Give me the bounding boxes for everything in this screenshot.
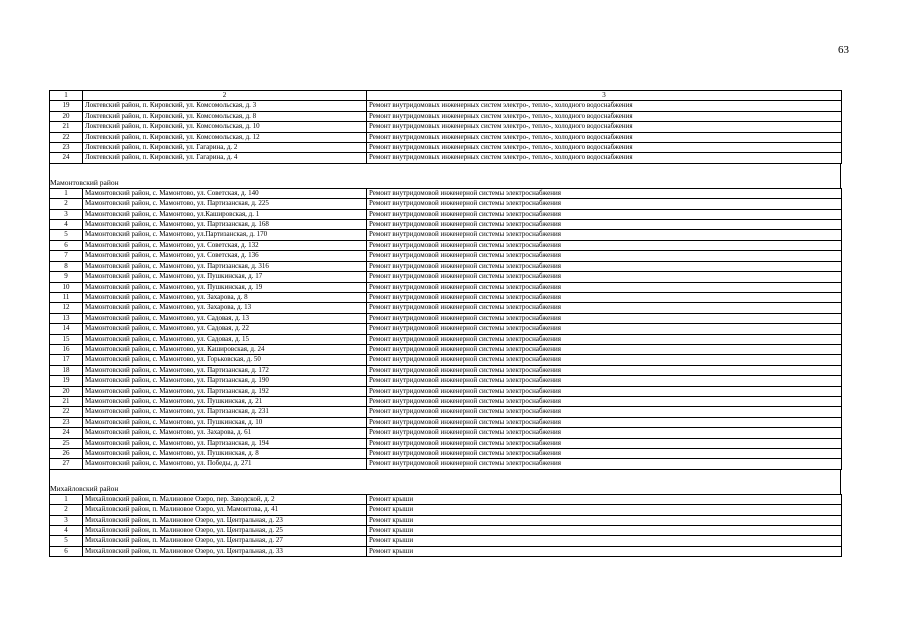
row-number: 20 (50, 386, 83, 396)
row-address: Мамонтовский район, с. Мамонтово, ул. Пушкинская, д. 19 (83, 282, 367, 292)
table-row (50, 515, 842, 525)
row-address: Мамонтовский район, с. Мамонтово, ул. Захарова, д. 8 (83, 292, 367, 302)
row-work-type: Ремонт внутридомовых инженерных систем электро-, тепло-, холодного водоснабжения (367, 122, 842, 132)
table-row (50, 526, 842, 536)
table-row (50, 417, 842, 427)
table-row (50, 459, 842, 469)
document-table (49, 90, 841, 557)
row-address: Мамонтовский район, с. Мамонтово, ул. Пушкинская, д. 21 (83, 396, 367, 406)
table-row (50, 251, 842, 261)
row-address: Мамонтовский район, с. Мамонтово, ул. Захарова, д. 13 (83, 303, 367, 313)
row-work-type: Ремонт внутридомовых инженерных систем электро-, тепло-, холодного водоснабжения (367, 143, 842, 153)
row-address: Мамонтовский район, с. Мамонтово, ул. Партизанская, д. 192 (83, 386, 367, 396)
row-number: 25 (50, 438, 83, 448)
section-table (49, 90, 842, 164)
column-header: 1 (50, 91, 83, 101)
row-work-type: Ремонт внутридомовой инженерной системы электроснабжения (367, 199, 842, 209)
row-number: 15 (50, 334, 83, 344)
row-number: 23 (50, 143, 83, 153)
row-work-type: Ремонт внутридомовой инженерной системы электроснабжения (367, 355, 842, 365)
table-row (50, 449, 842, 459)
table-row (50, 282, 842, 292)
row-number: 2 (50, 199, 83, 209)
column-header: 3 (367, 91, 842, 101)
row-work-type: Ремонт внутридомовой инженерной системы электроснабжения (367, 344, 842, 354)
row-number: 24 (50, 153, 83, 163)
row-address: Мамонтовский район, с. Мамонтово, ул. Партизанская, д. 168 (83, 220, 367, 230)
row-work-type: Ремонт внутридомовой инженерной системы электроснабжения (367, 303, 842, 313)
row-address: Мамонтовский район, с. Мамонтово, ул. Горьковская, д. 50 (83, 355, 367, 365)
row-work-type: Ремонт внутридомовой инженерной системы электроснабжения (367, 292, 842, 302)
row-number: 13 (50, 313, 83, 323)
row-number: 10 (50, 282, 83, 292)
table-row (50, 132, 842, 142)
row-work-type: Ремонт крыши (367, 536, 842, 546)
row-address: Михайловский район, п. Малиновое Озеро, ул. Центральная, д. 27 (83, 536, 367, 546)
row-address: Михайловский район, п. Малиновое Озеро, ул. Центральная, д. 33 (83, 546, 367, 556)
table-row (50, 209, 842, 219)
row-work-type: Ремонт внутридомовой инженерной системы электроснабжения (367, 376, 842, 386)
row-address: Мамонтовский район, с. Мамонтово, ул. Кашировская, д. 24 (83, 344, 367, 354)
row-address: Мамонтовский район, с. Мамонтово, ул. Пушкинская, д. 8 (83, 449, 367, 459)
row-number: 16 (50, 344, 83, 354)
row-work-type: Ремонт внутридомовых инженерных систем электро-, тепло-, холодного водоснабжения (367, 111, 842, 121)
row-address: Мамонтовский район, с. Мамонтово, ул. Советская, д. 132 (83, 240, 367, 250)
row-number: 4 (50, 220, 83, 230)
district-heading-block (49, 470, 841, 494)
table-row (50, 292, 842, 302)
table-row (50, 303, 842, 313)
table-row (50, 365, 842, 375)
district-heading-block (49, 164, 841, 188)
row-work-type: Ремонт внутридомовой инженерной системы электроснабжения (367, 261, 842, 271)
row-work-type: Ремонт внутридомовой инженерной системы электроснабжения (367, 438, 842, 448)
table-row (50, 494, 842, 504)
row-work-type: Ремонт крыши (367, 515, 842, 525)
page-number: 63 (838, 44, 849, 56)
row-address: Мамонтовский район, с. Мамонтово, ул. Победы, д. 271 (83, 459, 367, 469)
row-number: 4 (50, 526, 83, 536)
row-address: Локтевский район, п. Кировский, ул. Комсомольская, д. 12 (83, 132, 367, 142)
table-row (50, 505, 842, 515)
row-work-type: Ремонт внутридомовой инженерной системы электроснабжения (367, 313, 842, 323)
row-work-type: Ремонт внутридомовой инженерной системы электроснабжения (367, 449, 842, 459)
table-row (50, 546, 842, 556)
row-work-type: Ремонт крыши (367, 505, 842, 515)
row-address: Мамонтовский район, с. Мамонтово, ул.Партизанская, д. 170 (83, 230, 367, 240)
row-number: 21 (50, 122, 83, 132)
row-address: Мамонтовский район, с. Мамонтово, ул. Партизанская, д. 225 (83, 199, 367, 209)
row-address: Локтевский район, п. Кировский, ул. Комсомольская, д. 8 (83, 111, 367, 121)
row-number: 5 (50, 230, 83, 240)
row-work-type: Ремонт крыши (367, 526, 842, 536)
row-number: 7 (50, 251, 83, 261)
row-address: Мамонтовский район, с. Мамонтово, ул. Садовая, д. 13 (83, 313, 367, 323)
row-work-type: Ремонт внутридомовых инженерных систем электро-, тепло-, холодного водоснабжения (367, 153, 842, 163)
table-row (50, 536, 842, 546)
row-address: Мамонтовский район, с. Мамонтово, ул. Советская, д. 140 (83, 188, 367, 198)
row-address: Михайловский район, п. Малиновое Озеро, ул. Центральная, д. 23 (83, 515, 367, 525)
row-number: 18 (50, 365, 83, 375)
table-row (50, 272, 842, 282)
row-work-type: Ремонт внутридомовой инженерной системы электроснабжения (367, 251, 842, 261)
row-address: Мамонтовский район, с. Мамонтово, ул. Партизанская, д. 231 (83, 407, 367, 417)
column-header: 2 (83, 91, 367, 101)
table-row (50, 376, 842, 386)
table-row (50, 396, 842, 406)
row-work-type: Ремонт внутридомовой инженерной системы электроснабжения (367, 188, 842, 198)
row-number: 20 (50, 111, 83, 121)
row-number: 9 (50, 272, 83, 282)
row-number: 17 (50, 355, 83, 365)
row-number: 24 (50, 428, 83, 438)
table-row (50, 438, 842, 448)
row-work-type: Ремонт внутридомовой инженерной системы электроснабжения (367, 459, 842, 469)
row-number: 14 (50, 324, 83, 334)
row-address: Мамонтовский район, с. Мамонтово, ул. Партизанская, д. 172 (83, 365, 367, 375)
row-address: Михайловский район, п. Малиновое Озеро, пер. Заводской, д. 2 (83, 494, 367, 504)
district-title: Михайловский район (50, 483, 119, 493)
table-row (50, 313, 842, 323)
table-row (50, 101, 842, 111)
row-work-type: Ремонт внутридомовой инженерной системы электроснабжения (367, 282, 842, 292)
row-address: Мамонтовский район, с. Мамонтово, ул. Пушкинская, д. 10 (83, 417, 367, 427)
row-work-type: Ремонт внутридомовых инженерных систем электро-, тепло-, холодного водоснабжения (367, 101, 842, 111)
district-title: Мамонтовский район (50, 177, 119, 187)
row-work-type: Ремонт внутридомовой инженерной системы электроснабжения (367, 324, 842, 334)
table-row (50, 261, 842, 271)
row-number: 11 (50, 292, 83, 302)
row-address: Мамонтовский район, с. Мамонтово, ул. Садовая, д. 22 (83, 324, 367, 334)
table-row (50, 188, 842, 198)
table-row (50, 199, 842, 209)
table-row (50, 230, 842, 240)
row-address: Мамонтовский район, с. Мамонтово, ул. Партизанская, д. 190 (83, 376, 367, 386)
row-number: 3 (50, 515, 83, 525)
row-number: 19 (50, 101, 83, 111)
table-row (50, 111, 842, 121)
row-address: Мамонтовский район, с. Мамонтово, ул. Садовая, д. 15 (83, 334, 367, 344)
row-work-type: Ремонт внутридомовой инженерной системы электроснабжения (367, 396, 842, 406)
row-work-type: Ремонт внутридомовой инженерной системы электроснабжения (367, 417, 842, 427)
row-work-type: Ремонт внутридомовой инженерной системы электроснабжения (367, 386, 842, 396)
table-row (50, 386, 842, 396)
row-address: Локтевский район, п. Кировский, ул. Гагарина, д. 2 (83, 143, 367, 153)
row-work-type: Ремонт внутридомовой инженерной системы электроснабжения (367, 209, 842, 219)
row-number: 5 (50, 536, 83, 546)
row-number: 2 (50, 505, 83, 515)
table-row (50, 143, 842, 153)
row-number: 1 (50, 188, 83, 198)
section-table (49, 188, 842, 470)
table-row (50, 324, 842, 334)
table-row (50, 153, 842, 163)
table-row (50, 344, 842, 354)
row-address: Мамонтовский район, с. Мамонтово, ул. Советская, д. 136 (83, 251, 367, 261)
row-number: 27 (50, 459, 83, 469)
table-row (50, 428, 842, 438)
row-work-type: Ремонт внутридомовой инженерной системы электроснабжения (367, 240, 842, 250)
row-number: 12 (50, 303, 83, 313)
row-address: Михайловский район, п. Малиновое Озеро, ул. Мамонтова, д. 41 (83, 505, 367, 515)
column-header-row (50, 91, 842, 101)
row-number: 21 (50, 396, 83, 406)
row-number: 1 (50, 494, 83, 504)
row-work-type: Ремонт внутридомовой инженерной системы электроснабжения (367, 272, 842, 282)
row-number: 6 (50, 240, 83, 250)
table-row (50, 355, 842, 365)
row-work-type: Ремонт крыши (367, 494, 842, 504)
row-number: 26 (50, 449, 83, 459)
table-row (50, 122, 842, 132)
section-table (49, 494, 842, 557)
row-address: Мамонтовский район, с. Мамонтово, ул. Партизанская, д. 194 (83, 438, 367, 448)
row-work-type: Ремонт внутридомовой инженерной системы электроснабжения (367, 220, 842, 230)
row-number: 8 (50, 261, 83, 271)
row-address: Локтевский район, п. Кировский, ул. Гагарина, д. 4 (83, 153, 367, 163)
row-work-type: Ремонт внутридомовой инженерной системы электроснабжения (367, 365, 842, 375)
row-address: Локтевский район, п. Кировский, ул. Комсомольская, д. 3 (83, 101, 367, 111)
table-row (50, 407, 842, 417)
row-work-type: Ремонт внутридомовой инженерной системы электроснабжения (367, 230, 842, 240)
row-address: Мамонтовский район, с. Мамонтово, ул. Партизанская, д. 316 (83, 261, 367, 271)
row-number: 19 (50, 376, 83, 386)
table-row (50, 240, 842, 250)
row-number: 3 (50, 209, 83, 219)
table-row (50, 334, 842, 344)
row-number: 22 (50, 407, 83, 417)
row-number: 6 (50, 546, 83, 556)
row-work-type: Ремонт внутридомовой инженерной системы электроснабжения (367, 428, 842, 438)
row-work-type: Ремонт внутридомовой инженерной системы электроснабжения (367, 334, 842, 344)
row-address: Мамонтовский район, с. Мамонтово, ул.Кашировская, д. 1 (83, 209, 367, 219)
row-address: Михайловский район, п. Малиновое Озеро, ул. Центральная, д. 25 (83, 526, 367, 536)
row-work-type: Ремонт внутридомовых инженерных систем электро-, тепло-, холодного водоснабжения (367, 132, 842, 142)
row-work-type: Ремонт внутридомовой инженерной системы электроснабжения (367, 407, 842, 417)
row-work-type: Ремонт крыши (367, 546, 842, 556)
row-address: Мамонтовский район, с. Мамонтово, ул. Пушкинская, д. 17 (83, 272, 367, 282)
row-address: Мамонтовский район, с. Мамонтово, ул. Захарова, д. 61 (83, 428, 367, 438)
row-number: 22 (50, 132, 83, 142)
row-number: 23 (50, 417, 83, 427)
table-row (50, 220, 842, 230)
row-address: Локтевский район, п. Кировский, ул. Комсомольская, д. 10 (83, 122, 367, 132)
